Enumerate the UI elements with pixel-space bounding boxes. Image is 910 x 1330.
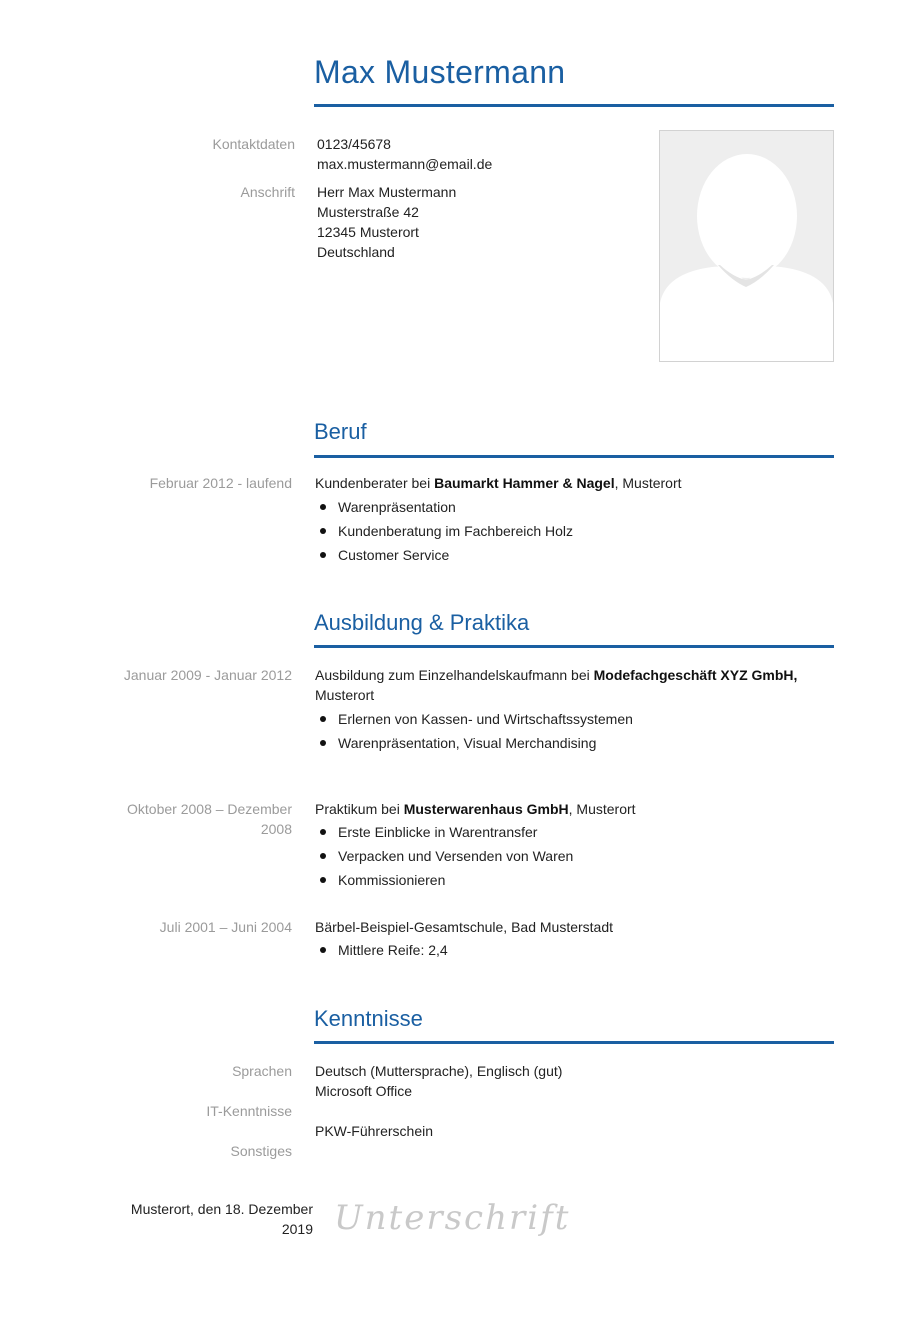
section-divider xyxy=(314,455,834,458)
list-item: Erste Einblicke in Warentransfer xyxy=(315,820,835,844)
skills-value-languages: Deutsch (Muttersprache), Englisch (gut) xyxy=(315,1063,563,1079)
email-value: max.mustermann@email.de xyxy=(317,156,493,172)
entry-heading-line2: Musterort xyxy=(315,687,375,703)
section-divider xyxy=(314,645,834,648)
list-item: Verpacken und Versenden von Waren xyxy=(315,844,835,868)
section-title-ausbildung: Ausbildung & Praktika xyxy=(314,610,530,635)
entry-body xyxy=(315,665,835,755)
entry-bullets xyxy=(315,707,835,755)
entry-bullets xyxy=(315,495,835,567)
address-line: Musterstraße 42 xyxy=(317,204,419,220)
entry-heading: Ausbildung zum Einzelhandelskaufmann bei Modefachgeschäft XYZ GmbH, xyxy=(315,667,798,683)
entry-heading: Bärbel-Beispiel-Gesamtschule, Bad Musterstadt xyxy=(315,919,614,935)
list-item: Kommissionieren xyxy=(315,868,835,892)
title-divider xyxy=(314,104,834,107)
place-date: Musterort, den 18. Dezember 2019 xyxy=(130,1201,313,1237)
contact-info xyxy=(317,134,492,174)
address-line: Herr Max Mustermann xyxy=(317,184,457,200)
entry-body xyxy=(315,917,835,962)
list-item: Warenpräsentation xyxy=(315,495,835,519)
section-divider xyxy=(314,1041,834,1044)
skills-value-other: PKW-Führerschein xyxy=(315,1123,434,1139)
contact-label: Kontaktdaten xyxy=(212,136,295,152)
section-title-kenntnisse: Kenntnisse xyxy=(314,1006,423,1031)
skills-label-other: Sonstiges xyxy=(230,1143,292,1159)
address-info xyxy=(317,182,456,262)
list-item: Customer Service xyxy=(315,543,835,567)
entry-date: Januar 2009 - Januar 2012 xyxy=(123,667,292,683)
skills-label-languages: Sprachen xyxy=(232,1063,292,1079)
phone-value: 0123/45678 xyxy=(317,136,391,152)
skills-value-it: Microsoft Office xyxy=(315,1083,412,1099)
entry-heading: Praktikum bei Musterwarenhaus GmbH, Musterort xyxy=(315,801,636,817)
person-silhouette-icon xyxy=(660,131,833,361)
entry-date: Juli 2001 – Juni 2004 xyxy=(159,919,292,935)
entry-bullets xyxy=(315,820,835,892)
list-item: Mittlere Reife: 2,4 xyxy=(315,938,835,962)
entry-date: Februar 2012 - laufend xyxy=(149,475,292,491)
entry-body xyxy=(315,799,835,892)
list-item: Kundenberatung im Fachbereich Holz xyxy=(315,519,835,543)
entry-heading: Kundenberater bei Baumarkt Hammer & Nagel, Musterort xyxy=(315,475,682,491)
profile-photo xyxy=(659,130,834,362)
list-item: Erlernen von Kassen- und Wirtschaftssystemen xyxy=(315,707,835,731)
signature: Unterschrift xyxy=(334,1198,571,1238)
entry-body xyxy=(315,473,835,567)
list-item: Warenpräsentation, Visual Merchandising xyxy=(315,731,835,755)
address-line: 12345 Musterort xyxy=(317,224,419,240)
skills-label-it: IT-Kenntnisse xyxy=(206,1103,292,1119)
address-label: Anschrift xyxy=(240,184,295,200)
section-title-beruf: Beruf xyxy=(314,419,367,444)
entry-date: Oktober 2008 – Dezember 2008 xyxy=(127,801,292,837)
address-line: Deutschland xyxy=(317,244,395,260)
entry-bullets xyxy=(315,938,835,962)
page-title: Max Mustermann xyxy=(314,54,566,90)
